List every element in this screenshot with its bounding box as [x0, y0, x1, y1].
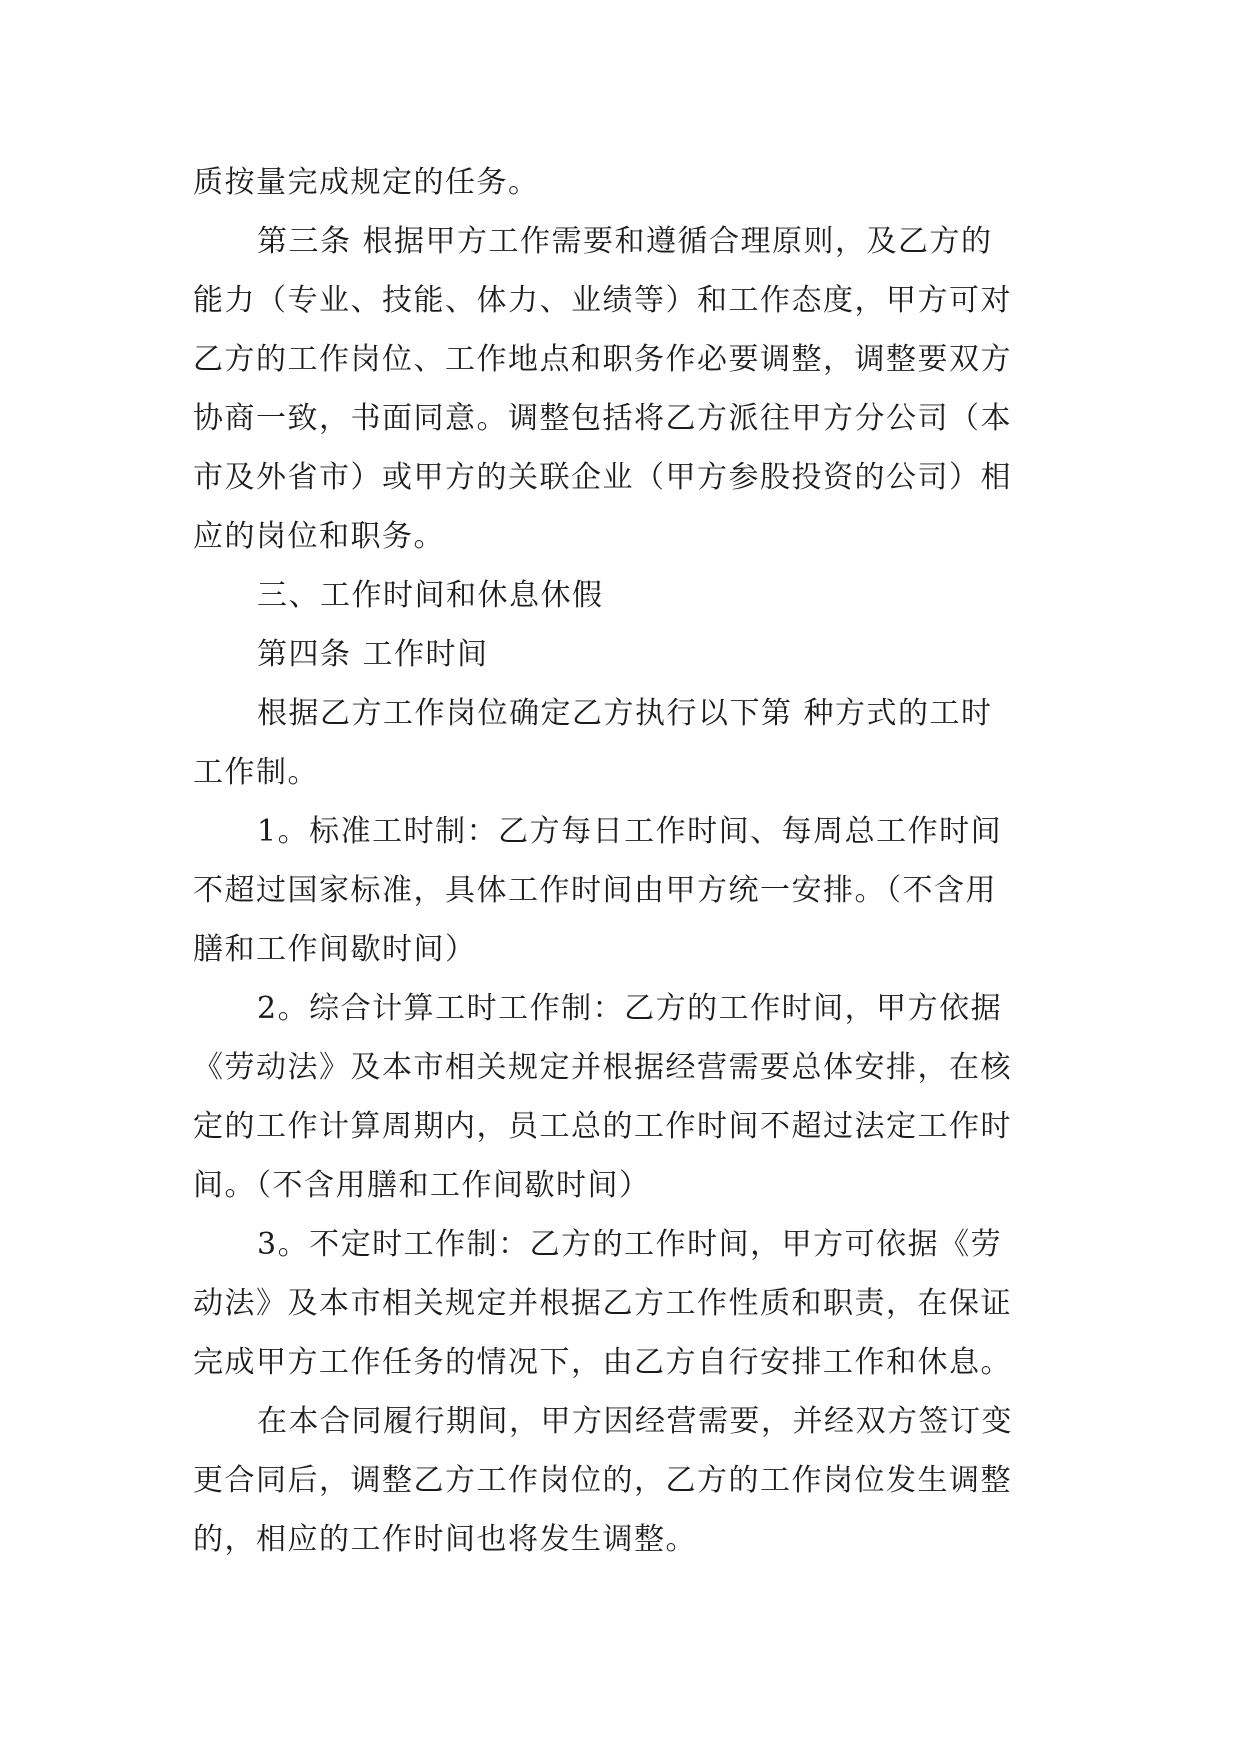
text-line: 膳和工作间歇时间） [193, 932, 477, 967]
text-line: 在本合同履行期间，甲方因经营需要，并经双方签订变 [257, 1404, 1013, 1439]
text-line: 更合同后，调整乙方工作岗位的，乙方的工作岗位发生调整 [193, 1463, 1012, 1498]
section-heading: 三、工作时间和休息休假 [257, 578, 604, 613]
text-line: 工作制。 [193, 755, 319, 790]
text-line: 协商一致，书面同意。调整包括将乙方派往甲方分公司（本 [193, 401, 1012, 436]
text-line: 乙方的工作岗位、工作地点和职务作必要调整，调整要双方 [193, 342, 1012, 377]
text-line: 完成甲方工作任务的情况下，由乙方自行安排工作和休息。 [193, 1345, 1012, 1380]
text-line: 《劳动法》及本市相关规定并根据经营需要总体安排，在核 [193, 1050, 1012, 1085]
document-body [193, 153, 1053, 1569]
text-line: 动法》及本市相关规定并根据乙方工作性质和职责，在保证 [193, 1286, 1012, 1321]
text-line: 定的工作计算周期内，员工总的工作时间不超过法定工作时 [193, 1109, 1012, 1144]
article-heading: 第四条 工作时间 [257, 637, 489, 672]
text-line: 第三条 根据甲方工作需要和遵循合理原则，及乙方的 [257, 224, 993, 259]
text-line: 根据乙方工作岗位确定乙方执行以下第 种方式的工时 [257, 696, 993, 731]
text-line: 不超过国家标准，具体工作时间由甲方统一安排。（不含用 [193, 873, 997, 908]
text-line: 3。不定时工作制：乙方的工作时间，甲方可依据《劳 [257, 1227, 1003, 1262]
text-line: 应的岗位和职务。 [193, 519, 445, 554]
text-line: 的，相应的工作时间也将发生调整。 [193, 1522, 697, 1557]
text-line: 市及外省市）或甲方的关联企业（甲方参股投资的公司）相 [193, 460, 1012, 495]
text-line: 能力（专业、技能、体力、业绩等）和工作态度，甲方可对 [193, 283, 1012, 318]
text-line: 质按量完成规定的任务。 [193, 165, 540, 200]
text-line: 间。（不含用膳和工作间歇时间） [193, 1168, 651, 1203]
text-line: 1。标准工时制：乙方每日工作时间、每周总工作时间 [257, 814, 1003, 849]
text-line: 2。综合计算工时工作制：乙方的工作时间，甲方依据 [257, 991, 1003, 1026]
